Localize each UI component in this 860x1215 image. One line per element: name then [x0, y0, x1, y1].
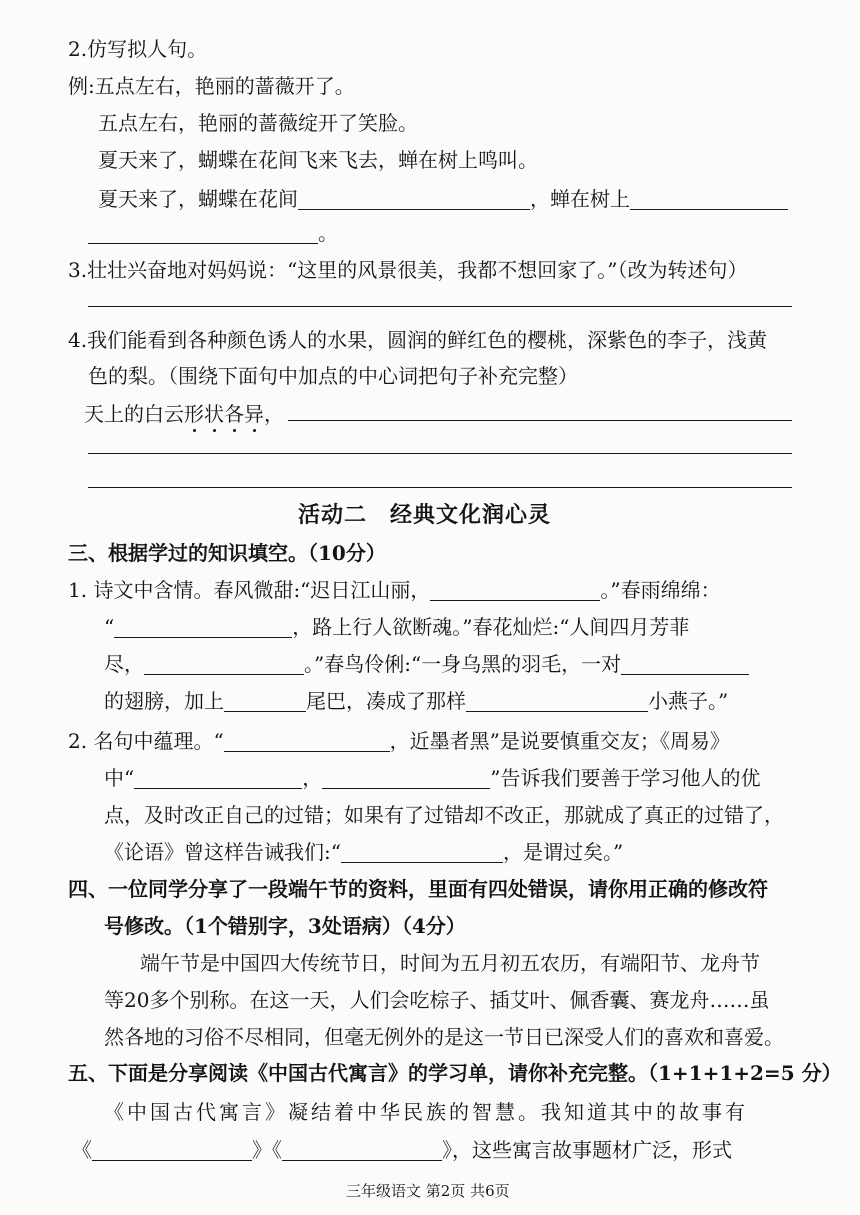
text: 尽，	[104, 652, 144, 676]
text: 中“	[104, 766, 135, 790]
s3-q2-line3: 点，及时改正自己的过错；如果有了过错却不改正，那就成了真正的过错了，	[104, 803, 784, 827]
text: ，路上行人欲断魂。”春花灿烂:“人间四月芳菲	[292, 615, 690, 639]
answer-blank[interactable]	[341, 842, 503, 863]
q4-lead: 天上的白云	[84, 402, 184, 426]
section3-heading: 三、根据学过的知识填空。（10分）	[68, 541, 386, 565]
sec4-para-line3: 然各地的习俗不尽相同，但毫无例外的是这一节日已深受人们的喜欢和喜爱。	[104, 1025, 784, 1049]
text: 1. 诗文中含情。春风微甜:“迟日江山丽，	[68, 578, 431, 602]
page-footer: 三年级语文 第2页 共6页	[346, 1182, 510, 1200]
section4-heading-line1: 四、一位同学分享了一段端午节的资料，里面有四处错误，请你用正确的修改符	[68, 877, 768, 901]
answer-blank[interactable]	[466, 691, 648, 712]
dotted-char: 各	[224, 402, 244, 426]
text: ”告诉我们要善于学习他人的优	[490, 766, 761, 790]
answer-blank[interactable]	[621, 654, 749, 675]
text: 《	[72, 1138, 92, 1162]
answer-blank[interactable]	[92, 1140, 252, 1161]
dotted-char: 状	[204, 402, 224, 426]
text: 。”春雨绵绵：	[600, 578, 721, 602]
answer-line[interactable]	[288, 420, 792, 421]
answer-blank[interactable]	[630, 189, 788, 210]
text: 》，这些寓言故事题材广泛，形式	[442, 1138, 732, 1162]
text: ，近墨者黑”是说要慎重交友；《周易》	[389, 729, 730, 753]
answer-blank[interactable]	[282, 1140, 442, 1161]
answer-blank[interactable]	[88, 223, 318, 244]
s3-q1-line1	[68, 577, 721, 603]
text: 的翅膀，加上	[104, 689, 224, 713]
q2-fill-b: ，蝉在树上	[530, 187, 630, 211]
text: 。”春鸟伶俐:“一身乌黑的羽毛，一对	[304, 652, 622, 676]
s3-q2-line4	[104, 839, 623, 865]
q3-text: 3.壮壮兴奋地对妈妈说：“这里的风景很美，我都不想回家了。”（改为转述句）	[68, 258, 748, 282]
activity-title: 活动二 经典文化润心灵	[298, 502, 552, 528]
q4-line2: 色的梨。（围绕下面句中加点的中心词把句子补充完整）	[88, 364, 578, 388]
text: 2. 名句中蕴理。“	[68, 729, 224, 753]
sec4-para-line2: 等20多个别称。在这一天，人们会吃棕子、插艾叶、佩香囊、赛龙舟……虽	[104, 988, 770, 1012]
answer-blank[interactable]	[224, 691, 306, 712]
q2-sentence: 夏天来了，蝴蝶在花间飞来飞去，蝉在树上鸣叫。	[98, 148, 538, 172]
answer-blank[interactable]	[114, 617, 292, 638]
s3-q1-line3	[104, 651, 749, 677]
s3-q1-line4	[104, 688, 728, 714]
text: 尾巴，凑成了那样	[306, 689, 466, 713]
q2-model: 五点左右，艳丽的蔷薇绽开了笑脸。	[98, 111, 418, 135]
section4-heading-line2: 号修改。（1个错别字，3处语病）（4分）	[104, 914, 466, 938]
sec4-para-line1: 端午节是中国四大传统节日，时间为五月初五农历，有端阳节、龙舟节	[140, 951, 760, 975]
answer-line[interactable]	[88, 306, 792, 307]
answer-blank[interactable]	[224, 731, 390, 752]
answer-blank[interactable]	[134, 768, 302, 789]
text: 《论语》曾这样告诫我们:“	[104, 840, 341, 864]
q2-title: 2.仿写拟人句。	[68, 37, 208, 61]
q4-comma: ，	[264, 402, 284, 426]
dotted-char: 形	[184, 402, 204, 426]
answer-line[interactable]	[88, 453, 792, 454]
sec5-para-line1: 《中国古代寓言》凝结着中华民族的智慧。我知道其中的故事有	[104, 1100, 748, 1124]
answer-blank[interactable]	[144, 654, 304, 675]
section5-heading: 五、下面是分享阅读《中国古代寓言》的学习单，请你补充完整。（1+1+1+2=5 分）	[68, 1061, 842, 1085]
text: “	[104, 615, 115, 639]
q2-example: 例:五点左右，艳丽的蔷薇开了。	[68, 74, 355, 98]
answer-blank[interactable]	[430, 580, 600, 601]
answer-blank[interactable]	[298, 189, 530, 210]
q2-fill-line	[98, 186, 788, 212]
answer-blank[interactable]	[322, 768, 490, 789]
q4-prompt	[84, 401, 284, 427]
q2-fill-a: 夏天来了，蝴蝶在花间	[98, 187, 298, 211]
text: ，是谓过矣。”	[502, 840, 624, 864]
text: 》《	[252, 1138, 282, 1162]
q2-end: 。	[318, 221, 338, 245]
q4-line1: 4.我们能看到各种颜色诱人的水果，圆润的鲜红色的樱桃，深紫色的李子，浅黄	[68, 328, 768, 352]
answer-line[interactable]	[88, 487, 792, 488]
s3-q1-line2	[104, 614, 689, 640]
s3-q2-line2	[104, 765, 760, 791]
dotted-char: 异	[244, 402, 264, 426]
q2-fill-end-line	[88, 220, 338, 246]
text: 小燕子。”	[648, 689, 729, 713]
text: ，	[302, 766, 323, 790]
sec5-para-line2	[72, 1137, 732, 1163]
s3-q2-line1	[68, 728, 730, 754]
